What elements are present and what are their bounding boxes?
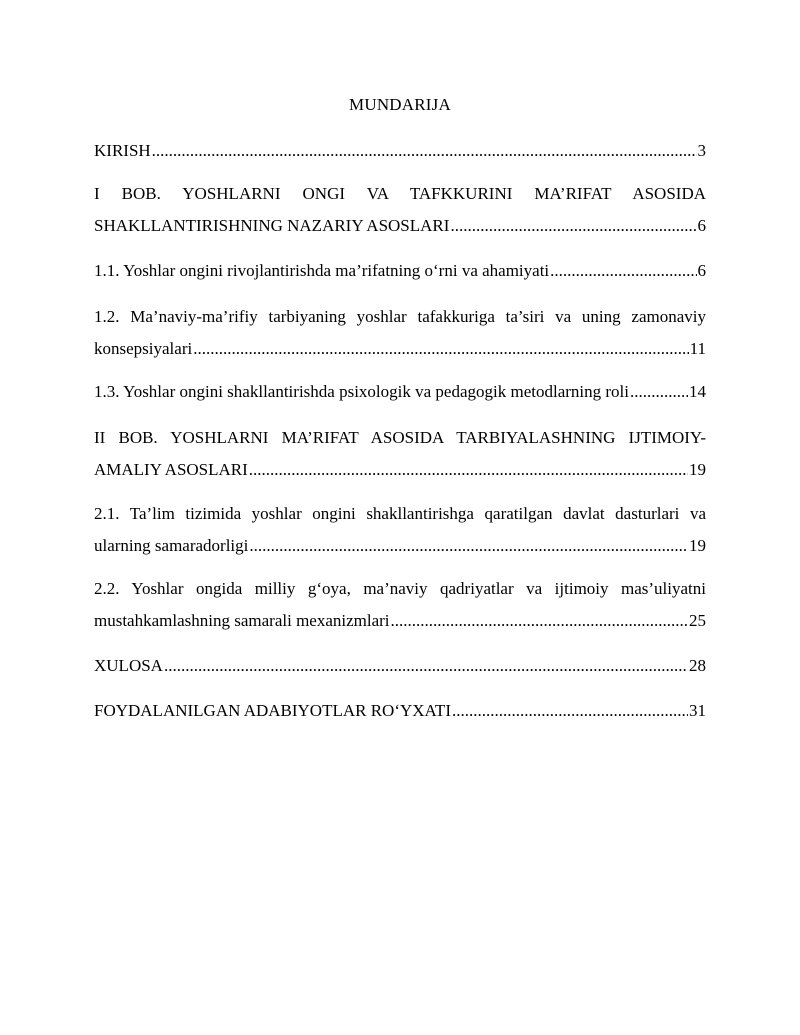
toc-page-number: 11 [689,339,706,358]
toc-line: I BOB. YOSHLARNI ONGI VA TAFKKURINI MA’RIFAT ASOSIDA [94,184,706,203]
dot-leader [249,535,688,557]
toc-entry-title: XULOSA [94,656,163,675]
toc-line [94,381,706,403]
toc-entry-title: konsepsiyalari [94,339,193,358]
toc-line [94,535,706,557]
dot-leader [630,381,688,403]
toc-line: 2.1. Ta’lim tizimida yoshlar ongini shakllantirishga qaratilgan davlat dasturlari va [94,504,706,523]
toc-page-number: 31 [689,701,706,720]
toc-entry-title: SHAKLLANTIRISHNING NAZARIY ASOSLARI [94,216,450,235]
dot-leader [450,215,696,237]
toc-line [94,338,706,360]
toc-page-number: 25 [689,611,706,630]
toc-page-number: 3 [697,141,706,160]
page-title: MUNDARIJA [349,95,451,114]
toc-page-number: 6 [697,261,706,280]
toc-entry-title: ularning samaradorligi [94,536,249,555]
toc-page-number: 19 [689,460,706,479]
toc-page-number: 6 [697,216,706,235]
dot-leader [249,459,688,481]
dot-leader [550,260,696,282]
dot-leader [391,610,688,632]
toc-line [94,260,706,282]
toc-page-number: 19 [689,536,706,555]
toc-entry-title: AMALIY ASOSLARI [94,460,248,479]
dot-leader [452,700,688,722]
toc-page-number: 14 [689,382,706,401]
dot-leader [193,338,688,360]
toc-entry-title: KIRISH [94,141,151,160]
toc-line [94,140,706,162]
toc-entry-title: 1.3. Yoshlar ongini shakllantirishda psixologik va pedagogik metodlarning roli [94,382,629,401]
toc-line [94,700,706,722]
toc-line [94,215,706,237]
toc-line: 2.2. Yoshlar ongida milliy g‘oya, ma’naviy qadriyatlar va ijtimoiy mas’uliyatni [94,579,706,598]
toc-line [94,655,706,677]
toc-line [94,610,706,632]
dot-leader [164,655,688,677]
toc-line [94,459,706,481]
toc-entry-title: mustahkamlashning samarali mexanizmlari [94,611,390,630]
toc-line: II BOB. YOSHLARNI MA’RIFAT ASOSIDA TARBIYALASHNING IJTIMOIY- [94,428,706,447]
toc-page-number: 28 [689,656,706,675]
toc-entry-title: FOYDALANILGAN ADABIYOTLAR RO‘YXATI [94,701,451,720]
toc-entry-title: 1.1. Yoshlar ongini rivojlantirishda ma’rifatning o‘rni va ahamiyati [94,261,550,280]
toc-line: 1.2. Ma’naviy-ma’rifiy tarbiyaning yoshlar tafakkuriga ta’siri va uning zamonaviy [94,307,706,326]
dot-leader [152,140,697,162]
